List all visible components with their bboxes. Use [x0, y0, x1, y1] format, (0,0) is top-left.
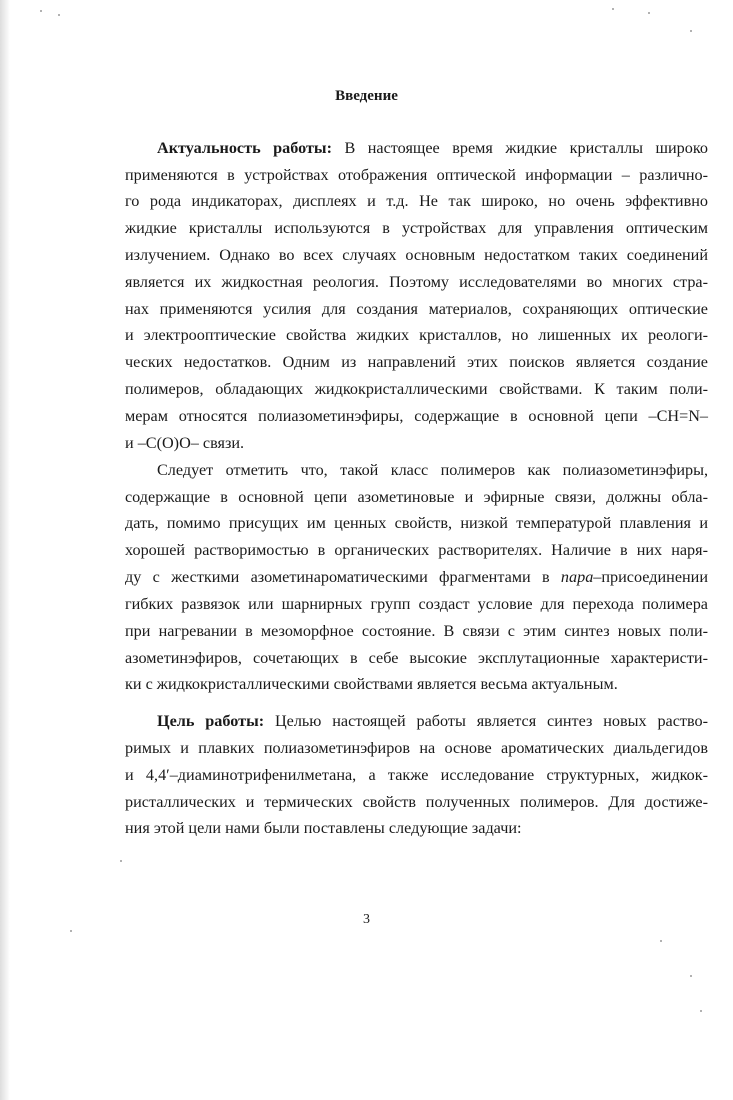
scan-speck — [120, 860, 122, 862]
text-line: и –C(O)O– связи. — [125, 434, 245, 452]
scan-speck — [612, 8, 614, 10]
section-label-relevance: Актуальность работы: — [157, 139, 332, 157]
italic-term: пара– — [560, 568, 602, 586]
text-line: является их жидкостная реология. Поэтому исследователями во многих стра- — [125, 273, 708, 291]
text-line: содержащие в основной цепи азометиновые и эфирные связи, должны обла- — [125, 488, 708, 506]
text-line: нах применяются усилия для создания материалов, сохраняющих оптические — [125, 300, 708, 318]
text-line: Цель работы: Целью настоящей работы является синтез новых раство- — [157, 712, 708, 730]
text-line: и электрооптические свойства жидких кристаллов, но лишенных их реологи- — [125, 326, 708, 344]
text-line: излучением. Однако во всех случаях основным недостатком таких соединений — [125, 246, 708, 264]
page-number: 3 — [363, 912, 370, 927]
text-line: полимеров, обладающих жидкокристаллическими свойствами. К таким поли- — [125, 380, 708, 398]
text-line: Следует отметить что, такой класс полимеров как полиазометинэфиры, — [157, 461, 708, 479]
scan-speck — [660, 940, 662, 942]
text-line: Актуальность работы: В настоящее время жидкие кристаллы широко — [157, 139, 708, 157]
text-line: дать, помимо присущих им ценных свойств, низкой температурой плавления и — [125, 514, 708, 532]
text-line: ния этой цели нами были поставлены следующие задачи: — [125, 819, 522, 837]
scan-speck — [40, 10, 42, 12]
scan-speck — [700, 1010, 702, 1012]
scan-speck — [70, 930, 72, 932]
text-line: римых и плавких полиазометинэфиров на основе ароматических диальдегидов — [125, 739, 708, 757]
text-line: жидкие кристаллы используются в устройствах для управления оптическим — [125, 219, 708, 237]
page-heading: Введение — [335, 88, 398, 104]
text-line: гибких развязок или шарнирных групп создаст условие для перехода полимера — [125, 595, 708, 613]
scan-speck — [648, 12, 650, 14]
text-line: ду с жесткими азометинароматическими фрагментами в пара–присоединении — [125, 568, 708, 586]
text-line: применяются в устройствах отображения оптической информации – различно- — [125, 166, 708, 184]
text-line: и 4,4′–диаминотрифенилметана, а также исследование структурных, жидкок- — [125, 766, 708, 784]
scan-speck — [690, 975, 692, 977]
text-line: хорошей растворимостью в органических растворителях. Наличие в них наря- — [125, 541, 708, 559]
scan-speck — [690, 30, 692, 32]
section-label-goal: Цель работы: — [157, 712, 265, 730]
text-line: ристаллических и термических свойств полученных полимеров. Для достиже- — [125, 793, 708, 811]
text-line: ческих недостатков. Одним из направлений этих поисков является создание — [125, 353, 708, 371]
scan-speck — [58, 14, 60, 16]
text-line: ки с жидкокристаллическими свойствами является весьма актуальным. — [125, 675, 618, 693]
scan-edge-shadow — [0, 0, 10, 1100]
text-line: при нагревании в мезоморфное состояние. В связи с этим синтез новых поли- — [125, 622, 708, 640]
text-line: го рода индикаторах, дисплеях и т.д. Не так широко, но очень эффективно — [125, 192, 708, 210]
text-line: мерам относятся полиазометинэфиры, содержащие в основной цепи –CH=N– — [125, 407, 708, 425]
text-line: азометинэфиров, сочетающих в себе высокие эксплутационные характеристи- — [125, 649, 708, 667]
